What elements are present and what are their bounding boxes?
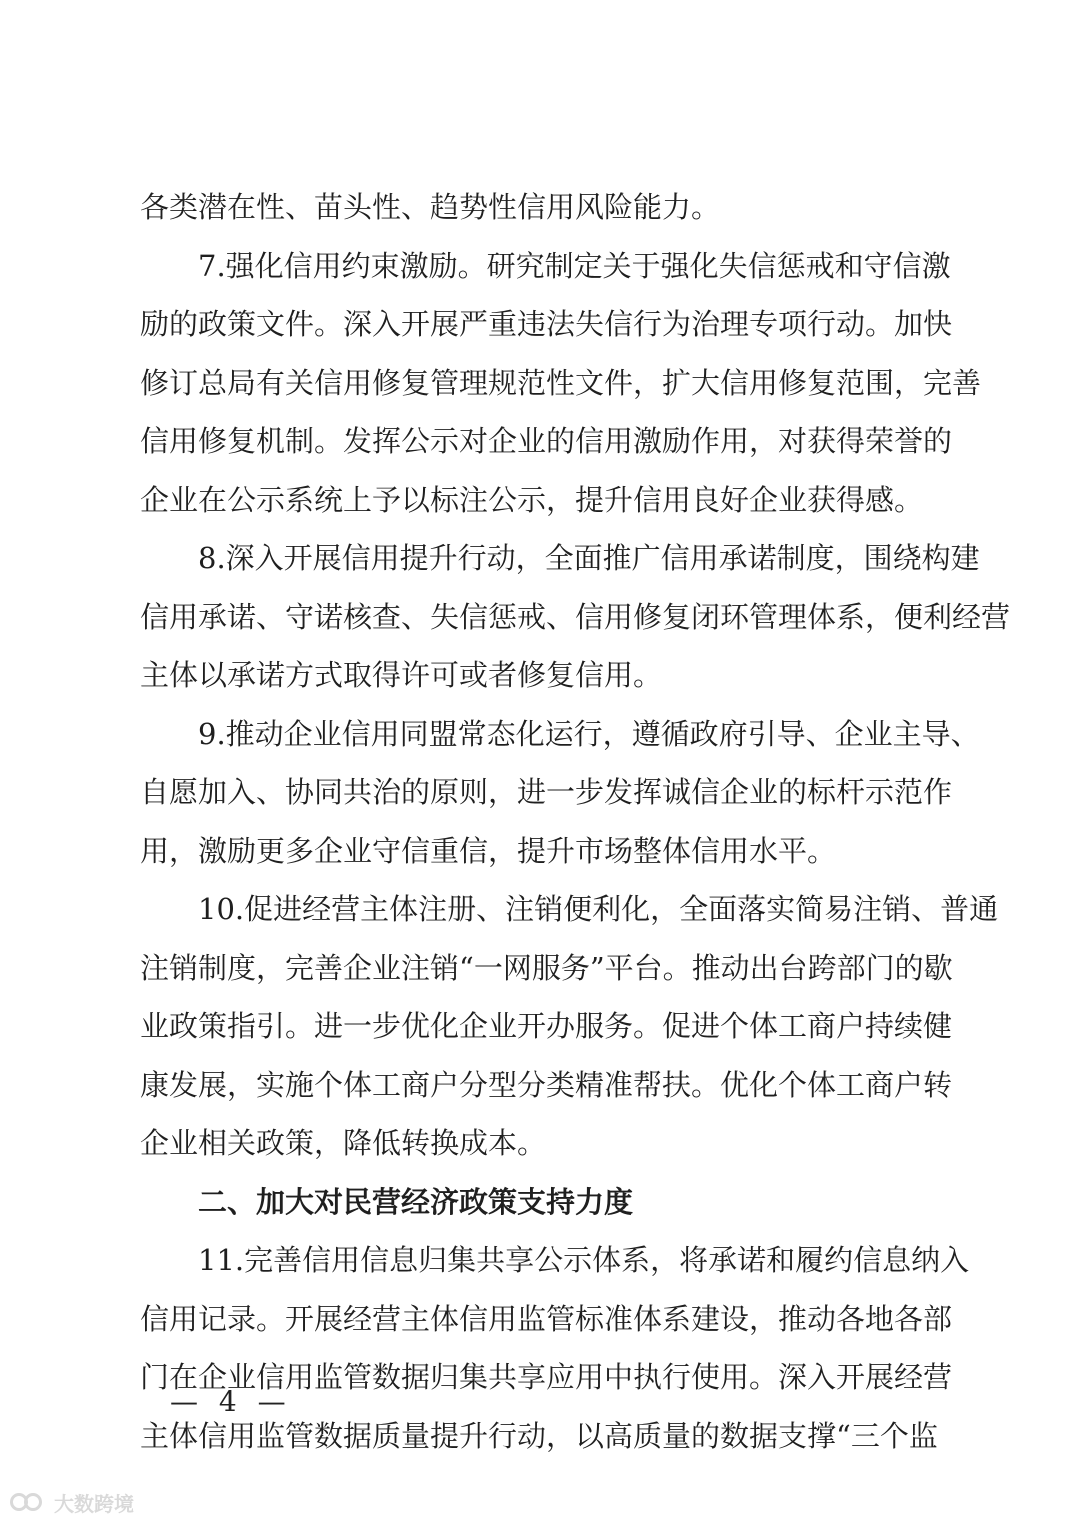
double-ring-logo-icon <box>10 1490 48 1516</box>
paragraph-line: 企业在公示系统上予以标注公示，提升信用良好企业获得感。 <box>140 482 924 517</box>
paragraph-line: 各类潜在性、苗头性、趋势性信用风险能力。 <box>140 190 721 224</box>
paragraph-line: 自愿加入、协同共治的原则，进一步发挥诚信企业的标杆示范作 <box>140 775 953 809</box>
paragraph-line: 信用修复机制。发挥公示对企业的信用激励作用，对获得荣誉的 <box>140 424 953 458</box>
page-number: — 4 — <box>170 1385 292 1418</box>
paragraph-line: 8.深入开展信用提升行动，全面推广信用承诺制度，围绕构建 <box>198 541 980 575</box>
paragraph-line: 主体信用监管数据质量提升行动，以高质量的数据支撑“三个监 <box>140 1418 938 1453</box>
paragraph-line: 主体以承诺方式取得许可或者修复信用。 <box>140 658 663 692</box>
paragraph-line: 9.推动企业信用同盟常态化运行，遵循政府引导、企业主导、 <box>198 716 980 751</box>
section-heading: 二、加大对民营经济政策支持力度 <box>198 1184 634 1219</box>
paragraph-line: 注销制度，完善企业注销“一网服务”平台。推动出台跨部门的歇 <box>140 950 953 985</box>
paragraph-line: 10.促进经营主体注册、注销便利化，全面落实简易注销、普通 <box>198 892 999 926</box>
paragraph-line: 修订总局有关信用修复管理规范性文件，扩大信用修复范围，完善 <box>140 365 982 400</box>
watermark-text: 大数跨境 <box>54 1492 134 1516</box>
paragraph-line: 用，激励更多企业守信重信，提升市场整体信用水平。 <box>140 833 837 868</box>
paragraph-line: 业政策指引。进一步优化企业开办服务。促进个体工商户持续健 <box>140 1009 953 1043</box>
paragraph-line: 励的政策文件。深入开展严重违法失信行为治理专项行动。加快 <box>140 307 953 341</box>
paragraph-line: 企业相关政策，降低转换成本。 <box>140 1126 547 1160</box>
paragraph-line: 门在企业信用监管数据归集共享应用中执行使用。深入开展经营 <box>140 1360 953 1394</box>
paragraph-line: 康发展，实施个体工商户分型分类精准帮扶。优化个体工商户转 <box>140 1067 953 1102</box>
watermark <box>10 1488 134 1517</box>
paragraph-line: 信用记录。开展经营主体信用监管标准体系建设，推动各地各部 <box>140 1301 953 1336</box>
paragraph-line: 11.完善信用信息归集共享公示体系，将承诺和履约信息纳入 <box>198 1243 970 1277</box>
paragraph-line: 信用承诺、守诺核查、失信惩戒、信用修复闭环管理体系，便利经营 <box>140 599 1011 634</box>
document-body <box>140 178 1011 1465</box>
paragraph-line: 7.强化信用约束激励。研究制定关于强化失信惩戒和守信激 <box>198 248 951 283</box>
